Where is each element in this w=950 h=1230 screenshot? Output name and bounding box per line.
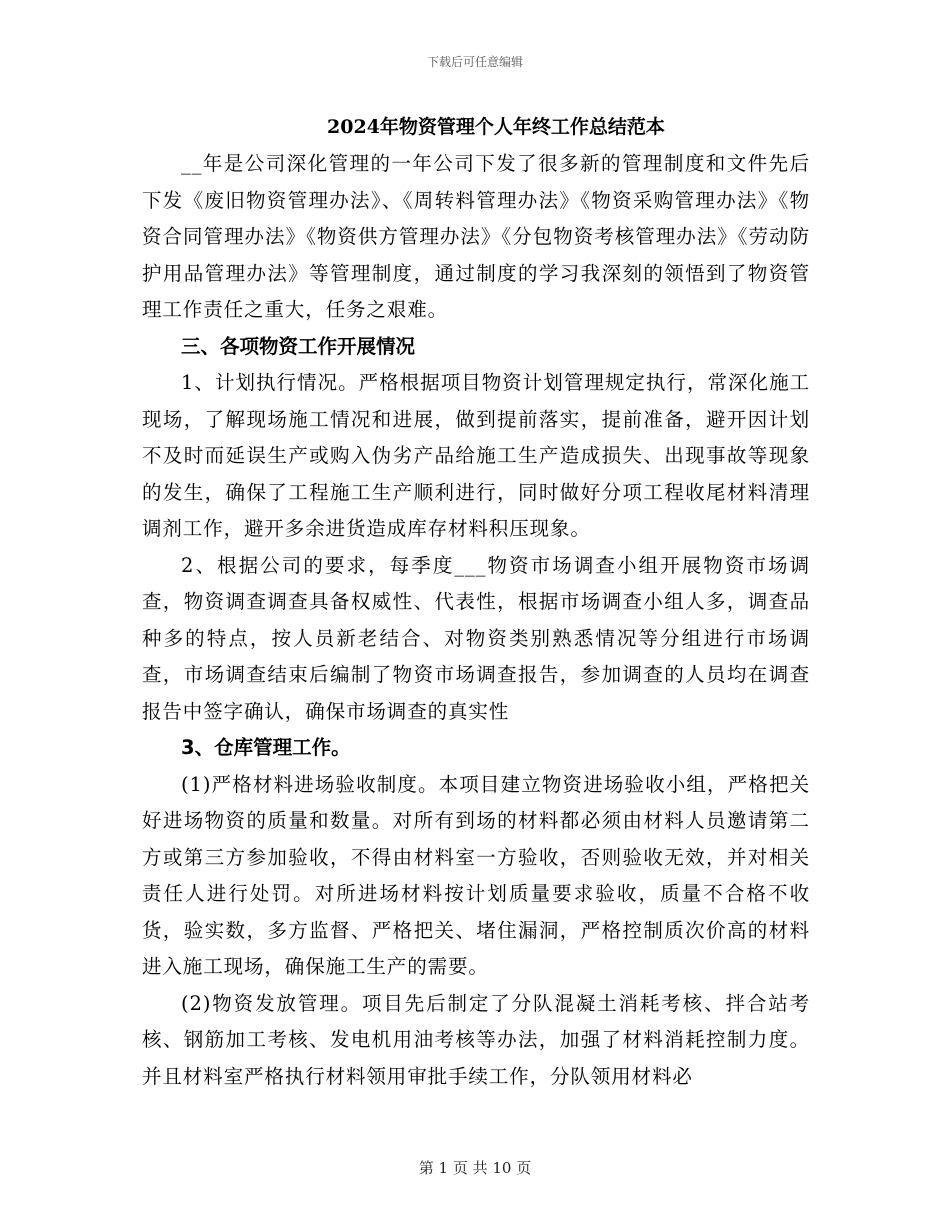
page-number: 第 1 页 共 10 页 bbox=[418, 1159, 532, 1177]
item-2-paragraph: 2、根据公司的要求，每季度___物资市场调查小组开展物资市场调查，物资调查调查具备权威性、代表性，根据市场调查小组人多，调查品种多的特点，按人员新老结合、对物资类别熟悉情况等分组进行市场调查，市场调查结束后编制了物资市场调查报告，参加调查的人员均在调查报告中签字确认，确保市场调查的真实性 bbox=[142, 553, 810, 723]
intro-paragraph: __年是公司深化管理的一年公司下发了很多新的管理制度和文件先后下发《废旧物资管理办法》、《周转料管理办法》《物资采购管理办法》《物资合同管理办法》《物资供方管理办法》《分包物资考核管理办法》《劳动防护用品管理办法》等管理制度，通过制度的学习我深刻的领悟到了物资管理工作责任之重大，任务之艰难。 bbox=[142, 152, 810, 321]
item-3-heading: 3、仓库管理工作。 bbox=[181, 736, 351, 759]
sub-item-1-paragraph: (1)严格材料进场验收制度。本项目建立物资进场验收小组，严格把关好进场物资的质量和数量。对所有到场的材料都必须由材料人员邀请第二方或第三方参加验收，不得由材料室一方验收，否则验收无效，并对相关责任人进行处罚。对所进场材料按计划质量要求验收，质量不合格不收货，验实数，多方监督、严格把关、堵住漏洞，严格控制质次价高的材料进入施工现场，确保施工生产的需要。 bbox=[142, 772, 810, 978]
document-body bbox=[142, 112, 810, 1095]
page-header-note: 下载后可任意编辑 bbox=[426, 55, 523, 69]
sub-item-2-paragraph: (2)物资发放管理。项目先后制定了分队混凝土消耗考核、拌合站考核、钢筋加工考核、发电机用油考核等办法，加强了材料消耗控制力度。并且材料室严格执行材料领用审批手续工作，分队领用材料必 bbox=[142, 991, 810, 1088]
section-heading: 三、各项物资工作开展情况 bbox=[181, 334, 416, 358]
item-1-paragraph: 1、计划执行情况。严格根据项目物资计划管理规定执行，常深化施工现场，了解现场施工情况和进展，做到提前落实，提前准备，避开因计划不及时而延误生产或购入伪劣产品给施工生产造成损失、出现事故等现象的发生，确保了工程施工生产顺利进行，同时做好分项工程收尾材料清理调剂工作，避开多余进货造成库存材料积压现象。 bbox=[142, 371, 810, 540]
document-title: 2024年物资管理个人年终工作总结范本 bbox=[327, 116, 665, 138]
